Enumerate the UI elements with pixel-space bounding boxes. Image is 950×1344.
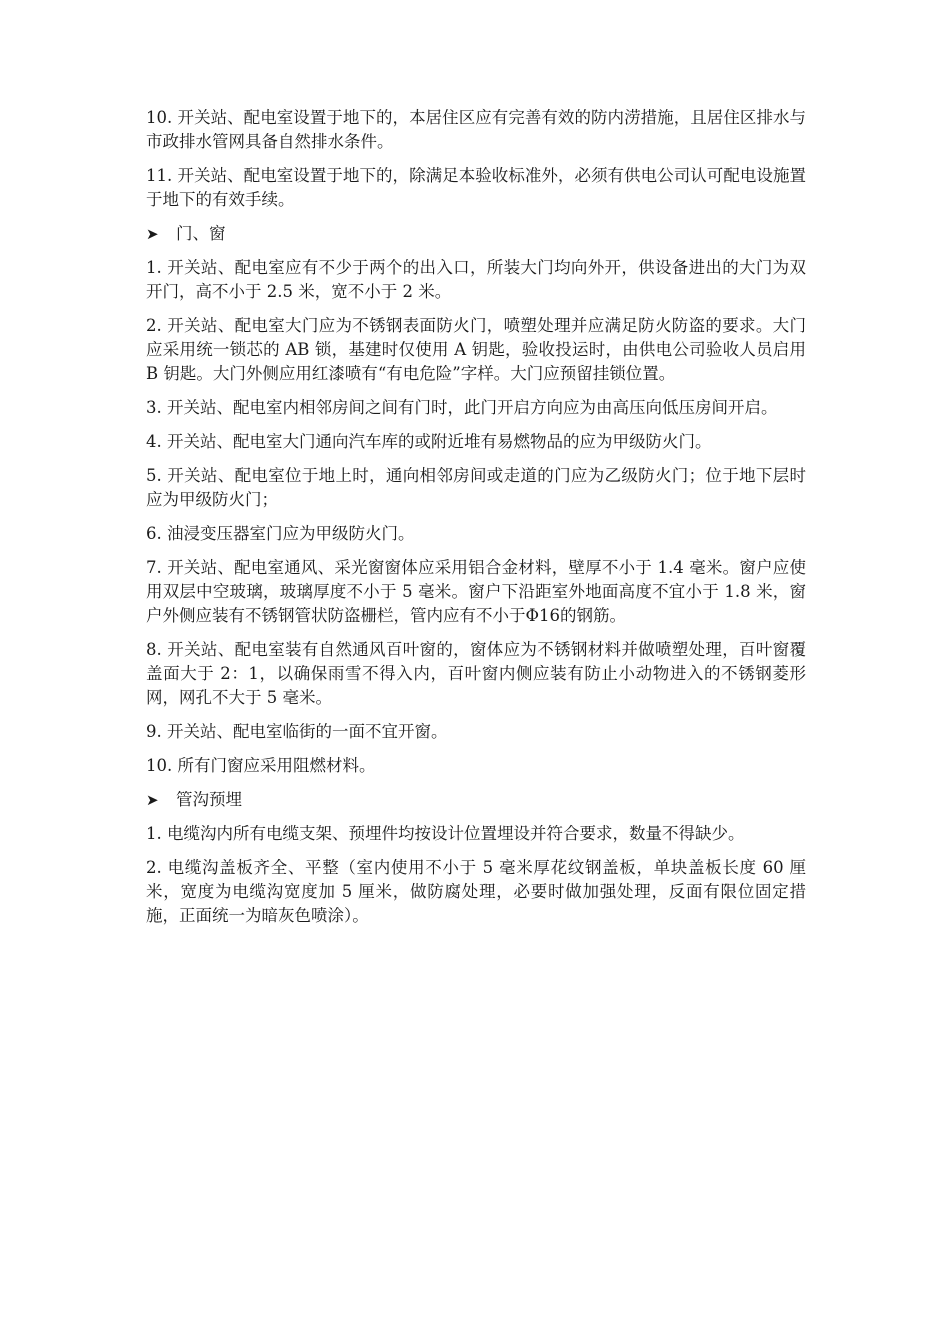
document-page [146, 106, 806, 938]
arrow-bullet-icon: ➤ [146, 791, 159, 809]
section-heading-cable-trench [146, 788, 806, 812]
paragraph-item: 6. 油浸变压器室门应为甲级防火门。 [146, 524, 415, 543]
paragraph-item: 1. 电缆沟内所有电缆支架、预埋件均按设计位置埋设并符合要求，数量不得缺少。 [146, 824, 745, 843]
paragraph-item: 9. 开关站、配电室临街的一面不宜开窗。 [146, 722, 448, 741]
paragraph-item: 10. 所有门窗应采用阻燃材料。 [146, 756, 376, 775]
paragraph-item: 7. 开关站、配电室通风、采光窗窗体应采用铝合金材料，壁厚不小于 1.4 毫米。窗户应使用双层中空玻璃，玻璃厚度不小于 5 毫米。窗户下沿距室外地面高度不宜小于 1.8 米，窗户外侧应装有不锈钢管状防盗栅栏，管内应有不小于Φ16的钢筋。 [146, 558, 806, 625]
paragraph-item: 5. 开关站、配电室位于地上时，通向相邻房间或走道的门应为乙级防火门；位于地下层时应为甲级防火门； [146, 466, 806, 509]
arrow-bullet-icon: ➤ [146, 225, 159, 243]
section-heading-label: 管沟预埋 [176, 790, 242, 809]
paragraph-item: 4. 开关站、配电室大门通向汽车库的或附近堆有易燃物品的应为甲级防火门。 [146, 432, 712, 451]
paragraph-item: 2. 电缆沟盖板齐全、平整（室内使用不小于 5 毫米厚花纹钢盖板，单块盖板长度 60 厘米，宽度为电缆沟宽度加 5 厘米，做防腐处理，必要时做加强处理，反面有限位固定措施，正面统一为暗灰色喷涂）。 [146, 858, 806, 925]
paragraph-item: 1. 开关站、配电室应有不少于两个的出入口，所装大门均向外开，供设备进出的大门为双开门，高不小于 2.5 米，宽不小于 2 米。 [146, 258, 806, 301]
paragraph-item: 8. 开关站、配电室装有自然通风百叶窗的，窗体应为不锈钢材料并做喷塑处理，百叶窗覆盖面大于 2：1，以确保雨雪不得入内，百叶窗内侧应装有防止小动物进入的不锈钢菱形网，网孔不大于 5 毫米。 [146, 640, 806, 707]
paragraph-item: 3. 开关站、配电室内相邻房间之间有门时，此门开启方向应为由高压向低压房间开启。 [146, 398, 778, 417]
paragraph-10-drainage: 10. 开关站、配电室设置于地下的，本居住区应有完善有效的防内涝措施，且居住区排水与市政排水管网具备自然排水条件。 [146, 108, 806, 151]
paragraph-11-underground-permit: 11. 开关站、配电室设置于地下的，除满足本验收标准外，必须有供电公司认可配电设施置于地下的有效手续。 [146, 166, 806, 209]
section-heading-label: 门、窗 [176, 224, 226, 243]
section-heading-doors-windows [146, 222, 806, 246]
paragraph-item: 2. 开关站、配电室大门应为不锈钢表面防火门，喷塑处理并应满足防火防盗的要求。大门应采用统一锁芯的 AB 锁，基建时仅使用 A 钥匙，验收投运时，由供电公司验收人员启用 B 钥匙。大门外侧应用红漆喷有“有电危险”字样。大门应预留挂锁位置。 [146, 316, 806, 383]
